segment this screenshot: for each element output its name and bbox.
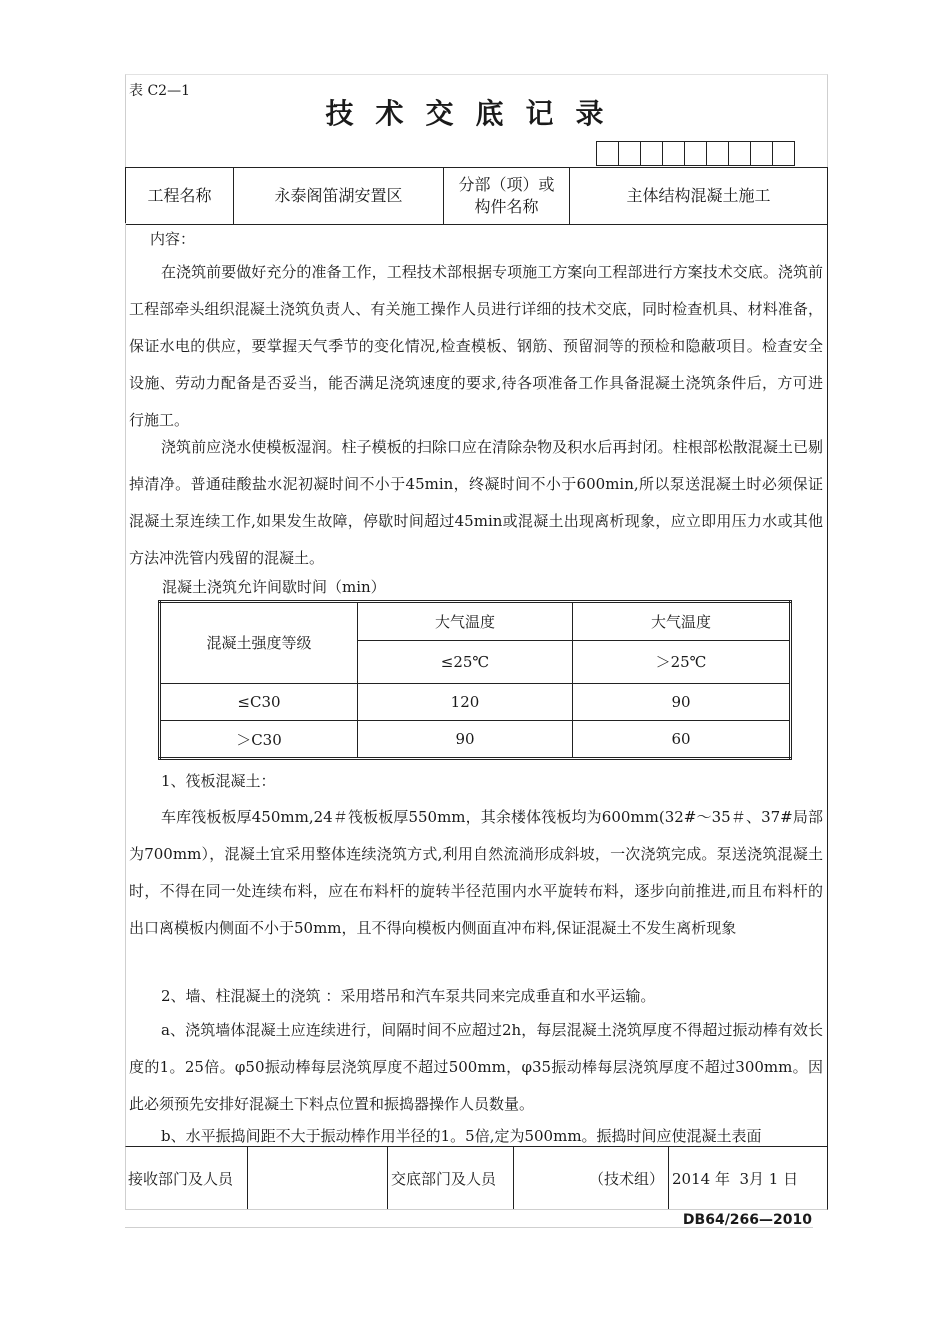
number-box[interactable]: [751, 142, 773, 165]
value-cell: 60: [573, 721, 791, 759]
handover-department: （技术组）: [514, 1147, 669, 1209]
number-box[interactable]: [773, 142, 794, 165]
interval-time-table: [158, 600, 792, 760]
grade-cell: ≤C30: [160, 683, 358, 721]
number-box[interactable]: [685, 142, 707, 165]
paragraph-pre-pouring: 浇筑前应浇水使模板湿润。柱子模板的扫除口应在清除杂物及积水后再封闭。柱根部松散混凝土已剔掉清净。普通硅酸盐水泥初凝时间不小于45min，终凝时间不小于600min,所以泵送混凝土时必须保证混凝土泵连续工作,如果发生故障，停歇时间超过45min或混凝土出现离析现象，应立即用压力水或其他方法冲洗管内残留的混凝土。: [129, 438, 823, 567]
table-caption: 混凝土浇筑允许间歇时间（min）: [162, 578, 386, 596]
value-cell: 120: [358, 683, 573, 721]
table-row: [160, 683, 791, 721]
page-title: 技术交底记录: [325, 97, 626, 130]
value-cell: 90: [358, 721, 573, 759]
part-name-label-line1: 分部（项）或: [458, 175, 555, 194]
part-name-label-line2: 构件名称: [474, 197, 539, 216]
signature-row: [125, 1146, 828, 1210]
temp-header-1: 大气温度: [358, 602, 573, 641]
receive-signature-field[interactable]: [248, 1147, 388, 1209]
project-name-value: 永泰阁笛湖安置区: [234, 168, 444, 224]
section-wall-column-title: 2、墙、柱混凝土的浇筑 ：采用塔吊和汽车泵共同来完成垂直和水平运输。: [161, 987, 656, 1005]
handover-label: 交底部门及人员: [388, 1147, 514, 1209]
project-name-label: 工程名称: [126, 168, 234, 224]
content-label: 内容：: [150, 230, 196, 248]
record-number-boxes: [596, 141, 795, 166]
number-box[interactable]: [663, 142, 685, 165]
temp-range-1: ≤25℃: [358, 640, 573, 683]
part-name-value: 主体结构混凝土施工: [626, 186, 771, 205]
number-box[interactable]: [619, 142, 641, 165]
paragraph-wall-pouring: a、浇筑墙体混凝土应连续进行，间隔时间不应超过2h，每层混凝土浇筑厚度不得超过振动棒有效长度的1。25倍。φ50振动棒每层浇筑厚度不超过500mm，φ35振动棒每层浇筑厚度不超过300mm。因此必须预先安排好混凝土下料点位置和振捣器操作人员数量。: [129, 1021, 824, 1113]
form-number: 表 C2—1: [129, 83, 190, 99]
number-box[interactable]: [707, 142, 729, 165]
receive-label: 接收部门及人员: [126, 1147, 248, 1209]
number-box[interactable]: [641, 142, 663, 165]
paragraph-preparation: 在浇筑前要做好充分的准备工作，工程技术部根据专项施工方案向工程部进行方案技术交底。浇筑前工程部牵头组织混凝土浇筑负责人、有关施工操作人员进行详细的技术交底，同时检查机具、材料准备，保证水电的供应，要掌握天气季节的变化情况,检查模板、钢筋、预留洞等的预检和隐蔽项目。检查安全设施、劳动力配备是否妥当，能否满足浇筑速度的要求,待各项准备工作具备混凝土浇筑条件后，方可进行施工。: [129, 263, 823, 429]
number-box[interactable]: [729, 142, 751, 165]
table-row: [160, 721, 791, 759]
standard-code: DB64/266—2010: [682, 1212, 812, 1228]
part-name-label: [444, 168, 570, 224]
strength-grade-header: 混凝土强度等级: [160, 602, 358, 684]
section-raft-title: 1、筏板混凝土：: [161, 772, 276, 790]
grade-cell: ＞C30: [160, 721, 358, 759]
paragraph-vibration: b、水平振捣间距不大于振动棒作用半径的1。5倍,定为500mm。振捣时间应使混凝土表面: [161, 1127, 762, 1145]
number-box[interactable]: [597, 142, 619, 165]
bottom-divider: [125, 1227, 813, 1228]
project-info-row: [125, 167, 828, 225]
handover-date: 2014 年 3月 1 日: [672, 1169, 799, 1188]
temp-header-2: 大气温度: [573, 602, 791, 641]
temp-range-2: ＞25℃: [573, 640, 791, 683]
value-cell: 90: [573, 683, 791, 721]
paragraph-raft: 车库筏板板厚450mm,24＃筏板板厚550mm，其余楼体筏板均为600mm(32#～35＃、37#局部为700mm），混凝土宜采用整体连续浇筑方式,利用自然流淌形成斜坡，一次浇筑完成。泵送浇筑混凝土时，不得在同一处连续布料，应在布料杆的旋转半径范围内水平旋转布料，逐步向前推进,而且布料杆的出口离模板内侧面不小于50mm，且不得向模板内侧面直冲布料,保证混凝土不发生离析现象: [129, 808, 823, 937]
